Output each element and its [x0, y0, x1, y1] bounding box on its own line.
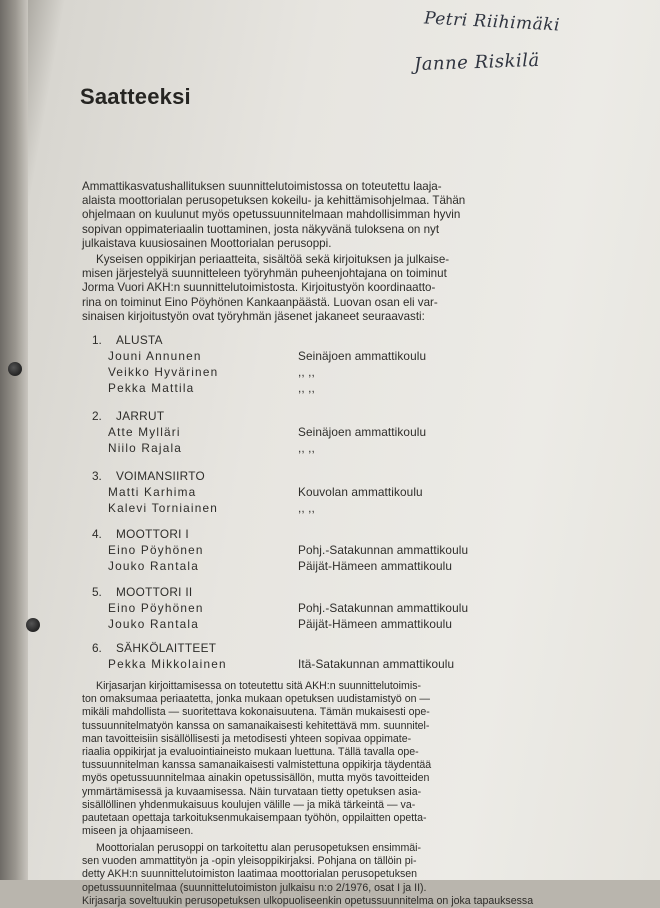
- text-line: Ammattikasvatushallituksen suunnittelutoimistossa on toteutettu laaja-: [82, 180, 442, 193]
- text-line: sen vuoden ammattityön ja -opin yleisoppikirjaksi. Pohjana on tällöin pi-: [82, 855, 417, 868]
- text-line: mikäli mahdollista — suoritettava kokonaisuutena. Tämän mukaisesti ope-: [82, 706, 430, 719]
- handwritten-signature: Petri Riihimäki: [423, 8, 561, 36]
- closing-paragraph: [82, 680, 522, 838]
- section-title: ALUSTA: [116, 333, 163, 347]
- text-line: sinaisen kirjoitustyön ovat työryhmän jäsenet jakaneet seuraavasti:: [82, 309, 425, 323]
- author-row: [92, 484, 492, 500]
- text-line: opetussuunnitelmaa (suunnittelutoimiston julkaisu n:o 2/1976, osat I ja II).: [82, 881, 427, 894]
- section-number: 4.: [92, 527, 102, 541]
- author-name: Eino Pöyhönen: [108, 601, 204, 615]
- text-line: misen järjestelyä suunnitteleen työryhmän puheenjohtajana on toiminut: [82, 267, 447, 281]
- text-line: pautetaan opettaja tarkoituksenmukaisempaan työhön, oppilaitten opetta-: [82, 812, 427, 825]
- closing-paragraph: [82, 842, 534, 907]
- text-line: Kyseisen oppikirjan periaatteita, sisältöä sekä kirjoituksen ja julkaise-: [96, 253, 450, 266]
- text-line: myös opetussuunnitelmaa ainakin opetussisällön, mutta myös tavoitteiden: [82, 772, 430, 785]
- author-row: [92, 600, 492, 616]
- author-row: [92, 364, 492, 380]
- author-section-sahkolaitteet: [92, 640, 492, 672]
- text-line: sisällöllinen yhdenmukaisuus koulujen välille — ja mikä tärkeintä — va-: [82, 798, 416, 811]
- author-section-moottori-2: [92, 584, 492, 632]
- author-name: Niilo Rajala: [108, 441, 183, 455]
- binding-edge: [0, 0, 28, 880]
- section-title: MOOTTORI II: [116, 585, 193, 599]
- author-section-alusta: [92, 332, 492, 396]
- punch-hole: [26, 618, 40, 632]
- author-row: [92, 616, 492, 632]
- author-section-jarrut: [92, 408, 492, 456]
- author-school: Pohj.-Satakunnan ammattikoulu: [298, 601, 469, 615]
- author-row: [92, 380, 492, 396]
- section-title: SÄHKÖLAITTEET: [116, 641, 217, 655]
- section-number: 6.: [92, 641, 102, 655]
- text-line: detty AKH:n suunnittelutoimiston laatimaa moottorialan perusopetuksen: [82, 868, 418, 881]
- section-number: 3.: [92, 469, 102, 483]
- author-name: Kalevi Torniainen: [108, 501, 219, 515]
- section-title: MOOTTORI I: [116, 527, 189, 541]
- author-row: [92, 656, 492, 672]
- text-line: sopivan oppimateriaalin tuottaminen, josta näkyvänä tuloksena on nyt: [82, 222, 440, 236]
- text-line: ton omaksumaa periaatetta, jonka mukaan opetuksen uudistamistyö on —: [82, 693, 431, 706]
- section-number: 1.: [92, 333, 102, 347]
- author-school: Kouvolan ammattikoulu: [298, 485, 423, 499]
- intro-paragraph: [82, 253, 518, 324]
- author-school: Päijät-Hämeen ammattikoulu: [298, 617, 453, 631]
- author-row: [92, 558, 492, 574]
- author-name: Jouko Rantala: [108, 617, 200, 631]
- text-line: tussuunnitelmatyön kanssa on samanaikaisesti kehitettävä mm. suunnitel-: [82, 719, 430, 732]
- text-line: Kirjasarjan kirjoittamisessa on toteutettu sitä AKH:n suunnittelutoimis-: [96, 680, 422, 692]
- text-line: ymmärtämisessä ja kuvaamisessa. Näin turvataan tietty opetuksen asia-: [82, 785, 422, 798]
- author-school: Seinäjoen ammattikoulu: [298, 425, 427, 439]
- author-row: [92, 348, 492, 364]
- author-school: Itä-Satakunnan ammattikoulu: [298, 657, 455, 671]
- text-line: riaalia oppikirjat ja evaluointiaineisto mukaan luettuna. Tällä tavalla ope-: [82, 746, 419, 759]
- author-section-moottori-1: [92, 526, 492, 574]
- author-name: Atte Mylläri: [108, 425, 181, 439]
- author-school: Päijät-Hämeen ammattikoulu: [298, 559, 453, 573]
- section-number: 5.: [92, 585, 102, 599]
- text-line: man tavoitteisiin sisällöllisesti ja metodisesti yhteen sopivaa oppimate-: [82, 732, 412, 745]
- author-name: Pekka Mikkolainen: [108, 657, 227, 671]
- author-row: [92, 500, 492, 516]
- text-line: Kirjasarja soveltuukin perusopetuksen ulkopuoliseenkin opetussuunnitelma on joka tapauksessa: [82, 894, 534, 907]
- section-number: 2.: [92, 409, 102, 423]
- author-name: Pekka Mattila: [108, 381, 195, 395]
- author-school: ,, ,,: [298, 381, 315, 395]
- handwritten-signature: Janne Riskilä: [413, 49, 541, 76]
- text-line: Moottorialan perusoppi on tarkoitettu alan perusopetuksen ensimmäi-: [96, 842, 422, 854]
- text-line: rina on toiminut Eino Pöyhönen Kankaanpäästä. Luovan osan eli var-: [82, 295, 438, 309]
- author-school: ,, ,,: [298, 441, 315, 455]
- author-row: [92, 542, 492, 558]
- author-row: [92, 424, 492, 440]
- author-school: ,, ,,: [298, 365, 315, 379]
- text-line: alaista moottorialan perusopetuksen kokeilu- ja kehittämisohjelmaa. Tähän: [82, 194, 466, 208]
- author-school: Pohj.-Satakunnan ammattikoulu: [298, 543, 469, 557]
- page-title: Saatteeksi: [80, 84, 191, 109]
- author-name: Veikko Hyvärinen: [108, 365, 219, 379]
- intro-paragraph: [82, 180, 518, 251]
- author-name: Jouko Rantala: [108, 559, 200, 573]
- author-row: [92, 440, 492, 456]
- author-school: ,, ,,: [298, 501, 315, 515]
- text-line: julkaistava kuusiosainen Moottorialan perusoppi.: [82, 236, 332, 250]
- author-school: Seinäjoen ammattikoulu: [298, 349, 427, 363]
- text-line: miseen ja ohjaamiseen.: [82, 825, 194, 838]
- author-name: Matti Karhima: [108, 485, 197, 499]
- section-title: JARRUT: [116, 409, 165, 423]
- punch-hole: [8, 362, 22, 376]
- author-name: Jouni Annunen: [108, 349, 202, 363]
- author-name: Eino Pöyhönen: [108, 543, 204, 557]
- author-section-voimansiirto: [92, 468, 492, 516]
- text-line: ohjelmaan on kuulunut myös opetussuunnitelmaan mahdollisimman hyvin: [82, 208, 461, 222]
- text-line: tussuunnitelman kanssa samanaikaisesti valmistettuna oppikirja täydentää: [82, 759, 432, 772]
- section-title: VOIMANSIIRTO: [116, 469, 206, 483]
- text-line: Jorma Vuori AKH:n suunnittelutoimistosta. Kirjoitustyön koordinaatto-: [82, 281, 436, 295]
